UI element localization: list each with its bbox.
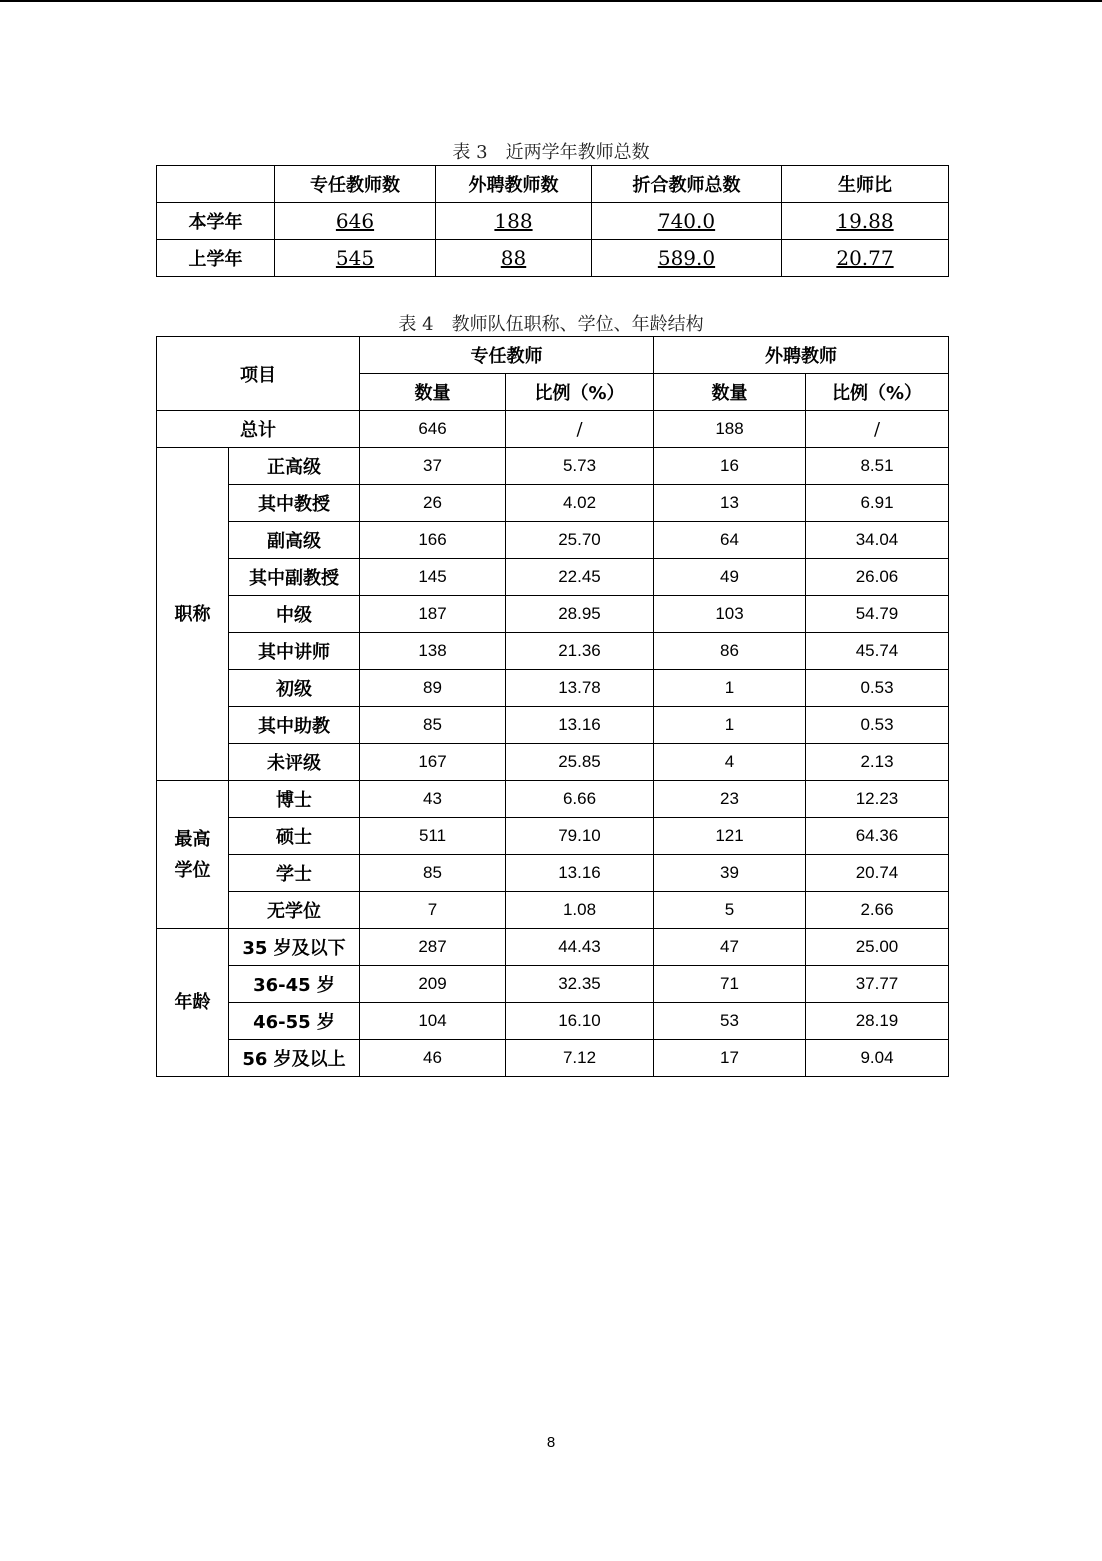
- row-label: 36-45 岁: [229, 966, 360, 1003]
- table-row: [157, 522, 949, 559]
- table-row: [157, 1003, 949, 1040]
- table-cell: 21.36: [506, 633, 654, 670]
- table-cell: 28.19: [806, 1003, 949, 1040]
- table-cell: 511: [360, 818, 506, 855]
- table-cell: 13.16: [506, 707, 654, 744]
- table-cell: 43: [360, 781, 506, 818]
- table-cell: 20.74: [806, 855, 949, 892]
- table-row: [157, 744, 949, 781]
- table-cell: 25.70: [506, 522, 654, 559]
- table-cell: 5.73: [506, 448, 654, 485]
- table-cell: 2.13: [806, 744, 949, 781]
- table-cell: 104: [360, 1003, 506, 1040]
- table-cell: 39: [654, 855, 806, 892]
- table-cell: 8.51: [806, 448, 949, 485]
- table-cell: 79.10: [506, 818, 654, 855]
- table-row: [157, 707, 949, 744]
- table-cell: 12.23: [806, 781, 949, 818]
- table-row: [157, 670, 949, 707]
- table-row: [157, 448, 949, 485]
- row-label: 56 岁及以上: [229, 1040, 360, 1077]
- row-label: 初级: [229, 670, 360, 707]
- table-cell: 121: [654, 818, 806, 855]
- table-cell: 85: [360, 855, 506, 892]
- table-row: [157, 818, 949, 855]
- row-label: 学士: [229, 855, 360, 892]
- table-cell: 138: [360, 633, 506, 670]
- table-cell: 25.00: [806, 929, 949, 966]
- table-cell: 53: [654, 1003, 806, 1040]
- table4-header-row: [157, 337, 949, 374]
- table4-caption: 表 4 教师队伍职称、学位、年龄结构: [398, 314, 704, 335]
- table-cell: 13: [654, 485, 806, 522]
- table-cell: 64: [654, 522, 806, 559]
- table-cell: 54.79: [806, 596, 949, 633]
- row-label: 其中讲师: [229, 633, 360, 670]
- row-label: 未评级: [229, 744, 360, 781]
- table-cell: 103: [654, 596, 806, 633]
- table-row: [157, 892, 949, 929]
- table-cell: 22.45: [506, 559, 654, 596]
- table-row: [157, 411, 949, 448]
- table-cell: 37.77: [806, 966, 949, 1003]
- table-row: [157, 929, 949, 966]
- table-cell: 287: [360, 929, 506, 966]
- table-cell: 37: [360, 448, 506, 485]
- total-label: 总计: [157, 411, 360, 448]
- row-label: 本学年: [157, 203, 275, 240]
- table-cell: 45.74: [806, 633, 949, 670]
- table-cell: 64.36: [806, 818, 949, 855]
- header-fulltime: 专任教师: [360, 337, 654, 374]
- row-label: 46-55 岁: [229, 1003, 360, 1040]
- header-fulltime-count: 数量: [360, 374, 506, 411]
- table-cell: 2.66: [806, 892, 949, 929]
- table-cell: 6.91: [806, 485, 949, 522]
- page-number: 8: [546, 1434, 556, 1451]
- table-cell: 46: [360, 1040, 506, 1077]
- table-cell: 4: [654, 744, 806, 781]
- group-label: 年龄: [157, 929, 229, 1077]
- table-cell: 88: [436, 240, 592, 277]
- table-cell: 209: [360, 966, 506, 1003]
- table-cell: 4.02: [506, 485, 654, 522]
- group-label: 职称: [157, 448, 229, 781]
- row-label: 硕士: [229, 818, 360, 855]
- table3-header-blank: [157, 166, 275, 203]
- table-cell: 19.88: [782, 203, 949, 240]
- table-cell: 9.04: [806, 1040, 949, 1077]
- table-cell: 545: [275, 240, 436, 277]
- table-cell: 7: [360, 892, 506, 929]
- table-cell: 646: [275, 203, 436, 240]
- table-row: [157, 559, 949, 596]
- header-item: 项目: [157, 337, 360, 411]
- table-cell: 6.66: [506, 781, 654, 818]
- row-label: 其中助教: [229, 707, 360, 744]
- table-row: [157, 596, 949, 633]
- row-label: 博士: [229, 781, 360, 818]
- header-external-count: 数量: [654, 374, 806, 411]
- table-cell: 0.53: [806, 707, 949, 744]
- row-label: 35 岁及以下: [229, 929, 360, 966]
- row-label: 其中教授: [229, 485, 360, 522]
- table-cell: 145: [360, 559, 506, 596]
- table-cell: 17: [654, 1040, 806, 1077]
- row-label: 无学位: [229, 892, 360, 929]
- table-cell: 89: [360, 670, 506, 707]
- header-external-ratio: 比例（%）: [806, 374, 949, 411]
- table-cell: 13.78: [506, 670, 654, 707]
- table-cell: 28.95: [506, 596, 654, 633]
- table-cell: 7.12: [506, 1040, 654, 1077]
- table-cell: 1: [654, 707, 806, 744]
- table-cell: 85: [360, 707, 506, 744]
- table-cell: 86: [654, 633, 806, 670]
- table-row: [157, 781, 949, 818]
- table-cell: 646: [360, 411, 506, 448]
- table-cell: 188: [436, 203, 592, 240]
- table-row: [157, 855, 949, 892]
- row-label: 正高级: [229, 448, 360, 485]
- teacher-total-table: [156, 165, 949, 277]
- table-cell: 740.0: [592, 203, 782, 240]
- table-cell: /: [806, 411, 949, 448]
- table-cell: 44.43: [506, 929, 654, 966]
- table-cell: 167: [360, 744, 506, 781]
- table-cell: 1: [654, 670, 806, 707]
- table-cell: 589.0: [592, 240, 782, 277]
- table-cell: 26: [360, 485, 506, 522]
- table-cell: 16.10: [506, 1003, 654, 1040]
- table-cell: 13.16: [506, 855, 654, 892]
- table-cell: 25.85: [506, 744, 654, 781]
- table-cell: 0.53: [806, 670, 949, 707]
- table-cell: 16: [654, 448, 806, 485]
- teacher-structure-table: [156, 336, 949, 1077]
- top-border-line: [0, 0, 1102, 2]
- row-label: 中级: [229, 596, 360, 633]
- table-cell: 23: [654, 781, 806, 818]
- table-cell: 1.08: [506, 892, 654, 929]
- table-cell: /: [506, 411, 654, 448]
- row-label: 其中副教授: [229, 559, 360, 596]
- table-cell: 32.35: [506, 966, 654, 1003]
- table3-header-ratio: 生师比: [782, 166, 949, 203]
- table-cell: 166: [360, 522, 506, 559]
- table-cell: 71: [654, 966, 806, 1003]
- row-label: 上学年: [157, 240, 275, 277]
- table-row: [157, 240, 949, 277]
- table-cell: 188: [654, 411, 806, 448]
- table3-header-row: [157, 166, 949, 203]
- group-label: 最高 学位: [157, 781, 229, 929]
- table-cell: 187: [360, 596, 506, 633]
- table-cell: 47: [654, 929, 806, 966]
- table-row: [157, 203, 949, 240]
- table-row: [157, 1040, 949, 1077]
- table-cell: 20.77: [782, 240, 949, 277]
- table-cell: 34.04: [806, 522, 949, 559]
- table-cell: 49: [654, 559, 806, 596]
- table-row: [157, 633, 949, 670]
- table-row: [157, 966, 949, 1003]
- table-cell: 5: [654, 892, 806, 929]
- header-external: 外聘教师: [654, 337, 949, 374]
- table-cell: 26.06: [806, 559, 949, 596]
- table-row: [157, 485, 949, 522]
- table3-header-equivalent: 折合教师总数: [592, 166, 782, 203]
- table3-caption: 表 3 近两学年教师总数: [452, 142, 650, 163]
- table3-header-external: 外聘教师数: [436, 166, 592, 203]
- row-label: 副高级: [229, 522, 360, 559]
- table3-header-fulltime: 专任教师数: [275, 166, 436, 203]
- header-fulltime-ratio: 比例（%）: [506, 374, 654, 411]
